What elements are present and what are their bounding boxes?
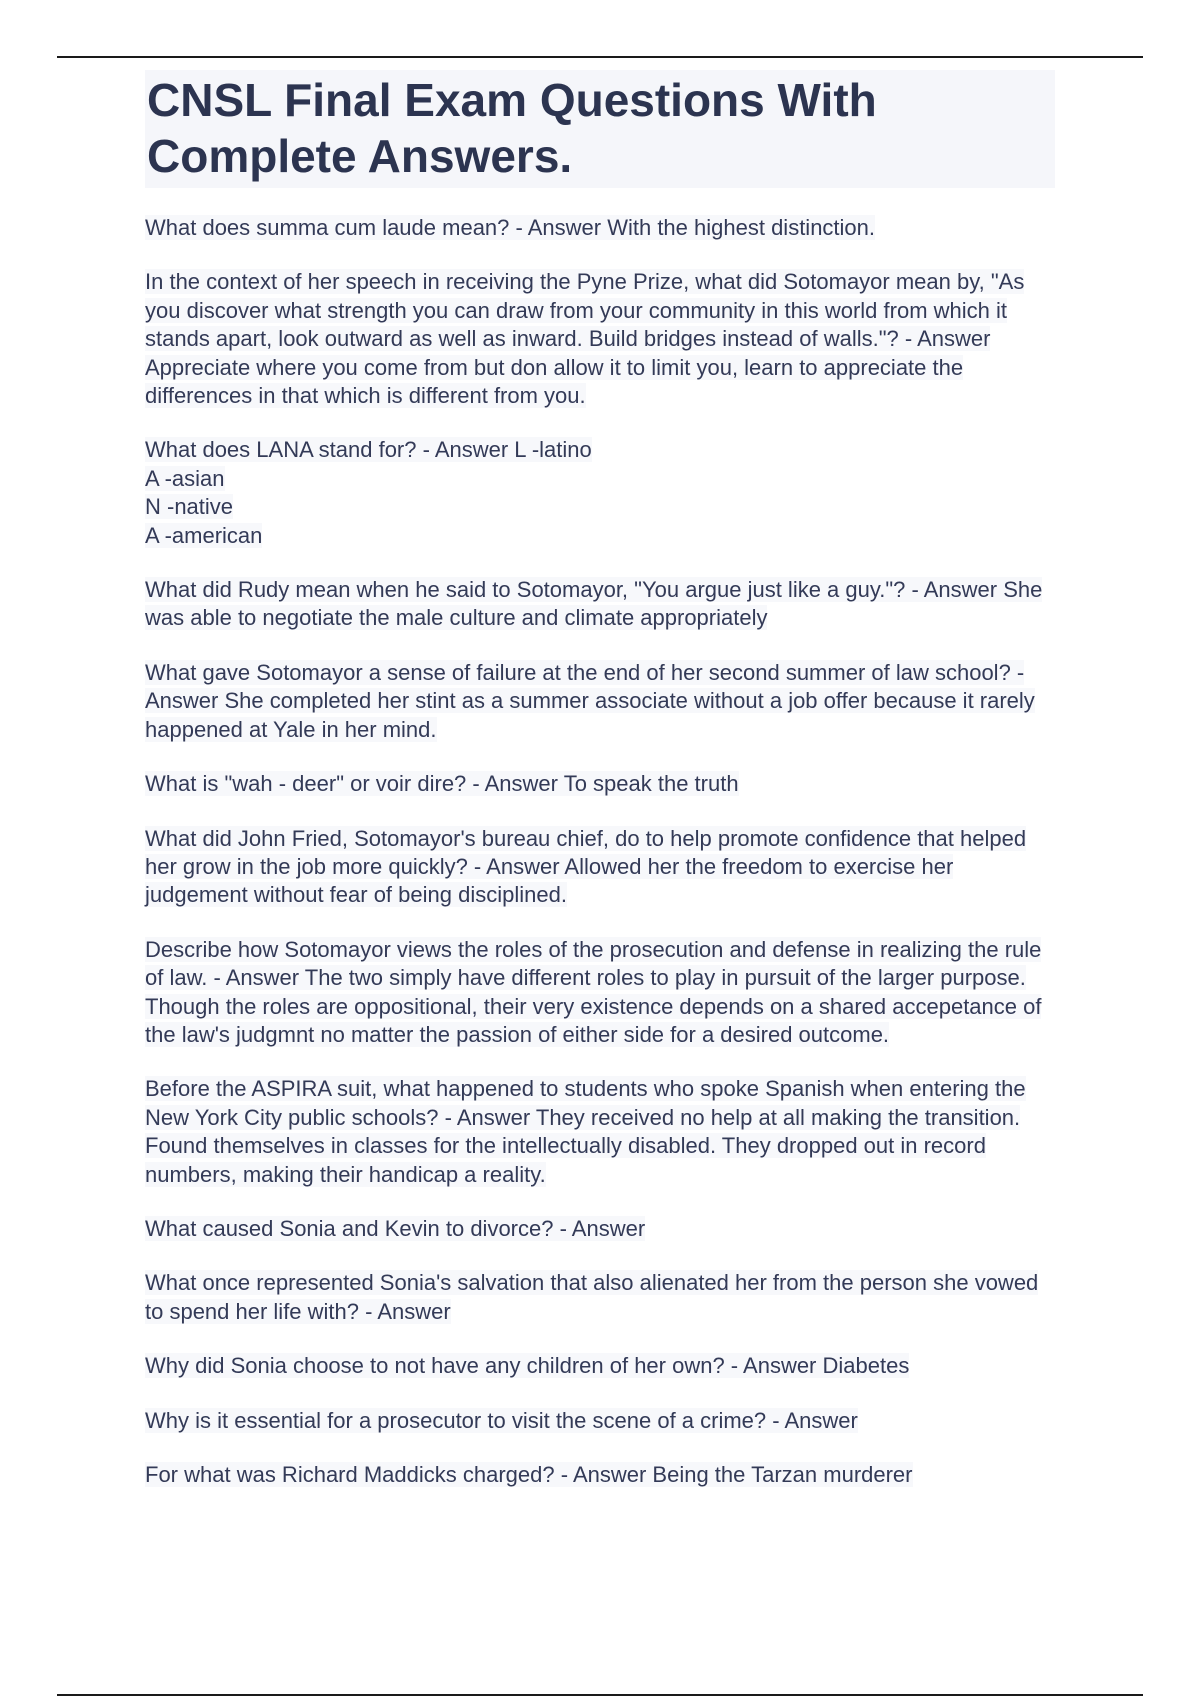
qa-item <box>145 770 1055 798</box>
qa-item <box>145 1075 1055 1189</box>
qa-text: Why did Sonia choose to not have any children of her own? - Answer Diabetes <box>145 1353 910 1379</box>
qa-text: What did John Fried, Sotomayor's bureau chief, do to help promote confidence that helped her grow in the job more quickly? - Answer Allowed her the freedom to exercise her judgement without fear of being disciplined. <box>145 825 1027 908</box>
document-title: CNSL Final Exam Questions With Complete Answers. <box>147 74 877 182</box>
qa-text: Before the ASPIRA suit, what happened to students who spoke Spanish when entering the New York City public schools? - Answer They received no help at all making the transition. Found themselves in classes for the intellectually disabled. They dropped out in record numbers, making their handicap a reality. <box>145 1076 1026 1187</box>
qa-item <box>145 1269 1055 1326</box>
qa-item <box>145 1215 1055 1243</box>
title-block <box>145 70 1055 188</box>
qa-list <box>145 214 1055 1489</box>
qa-text: What gave Sotomayor a sense of failure at the end of her second summer of law school? - Answer She completed her stint as a summer associate without a job offer because it rarely happened at Yale in her mind. <box>145 659 1035 742</box>
qa-text: What does LANA stand for? - Answer L -latino A -asian N -native A -american <box>145 437 592 548</box>
qa-item <box>145 825 1055 910</box>
document-body <box>145 70 1055 1515</box>
qa-item <box>145 1352 1055 1380</box>
qa-text: Describe how Sotomayor views the roles of the prosecution and defense in realizing the rule of law. - Answer The two simply have different roles to play in pursuit of the larger purpose. Though the roles are oppositional, their very existence depends on a shared accepetance of the law's judgmnt no matter the passion of either side for a desired outcome. <box>145 936 1042 1047</box>
qa-text: What caused Sonia and Kevin to divorce? - Answer <box>145 1215 646 1241</box>
qa-item <box>145 1461 1055 1489</box>
qa-text: What is "wah - deer" or voir dire? - Answer To speak the truth <box>145 771 739 797</box>
qa-text: What did Rudy mean when he said to Sotomayor, "You argue just like a guy."? - Answer She was able to negotiate the male culture and climate appropriately <box>145 577 1043 631</box>
qa-item <box>145 436 1055 550</box>
qa-item <box>145 1407 1055 1435</box>
qa-text: For what was Richard Maddicks charged? - Answer Being the Tarzan murderer <box>145 1462 913 1487</box>
qa-item <box>145 576 1055 633</box>
qa-item <box>145 936 1055 1050</box>
qa-item <box>145 214 1055 242</box>
top-divider <box>57 56 1143 58</box>
qa-text: Why is it essential for a prosecutor to visit the scene of a crime? - Answer <box>145 1407 858 1433</box>
qa-text: In the context of her speech in receiving the Pyne Prize, what did Sotomayor mean by, "As you discover what strength you can draw from your community in this world from which it stands apart, look outward as well as inward. Build bridges instead of walls."? - Answer Appreciate where you come from but don allow it to limit you, learn to appreciate the differences in that which is different from you. <box>145 269 1025 409</box>
bottom-divider <box>57 1694 1143 1696</box>
qa-item <box>145 659 1055 744</box>
qa-text: What once represented Sonia's salvation that also alienated her from the person she vowed to spend her life with? - Answer <box>145 1270 1039 1324</box>
qa-item <box>145 268 1055 410</box>
qa-text: What does summa cum laude mean? - Answer With the highest distinction. <box>145 215 876 240</box>
